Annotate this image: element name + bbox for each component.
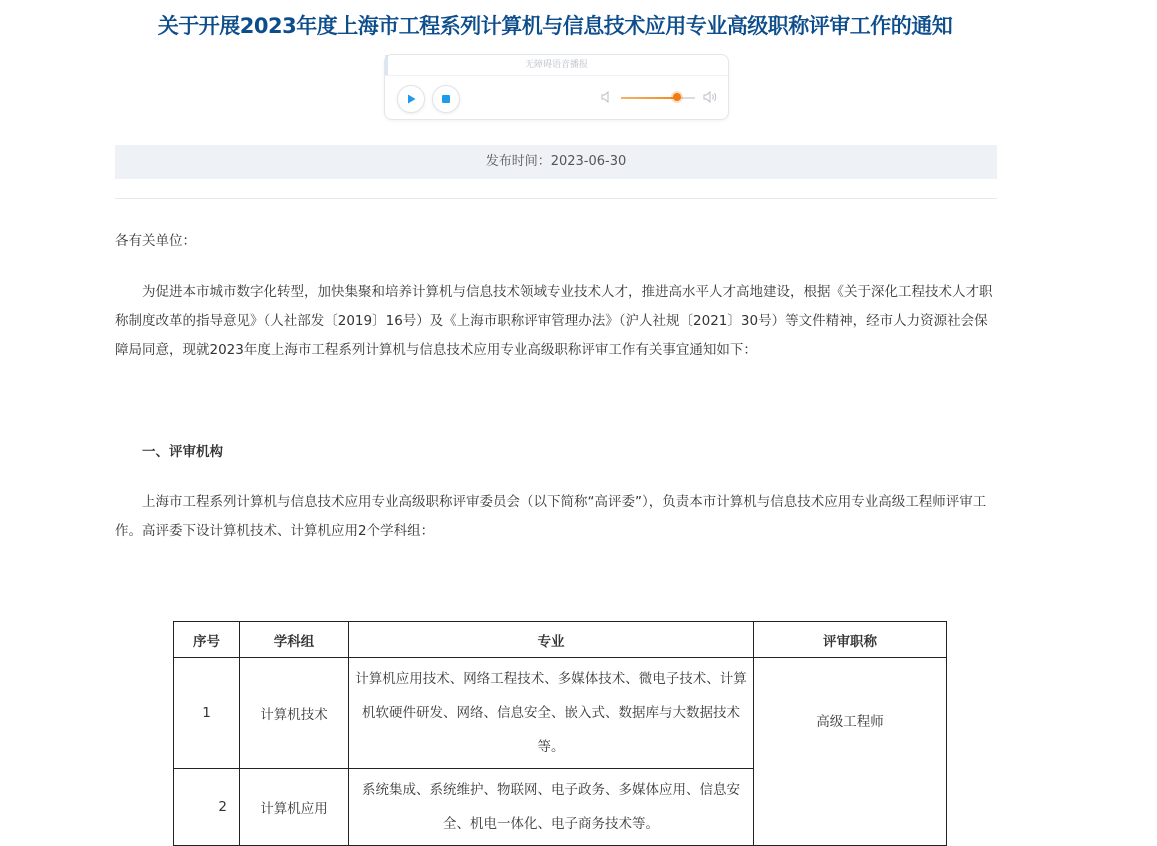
page-title: 关于开展2023年度上海市工程系列计算机与信息技术应用专业高级职称评审工作的通知 [157, 14, 953, 38]
table-header-row [174, 622, 947, 658]
body-paragraph: 上海市工程系列计算机与信息技术应用专业高级职称评审委员会（以下简称“高评委”），负责本市计算机与信息技术应用专业高级工程师评审工作。高评委下设计算机技术、计算机应用2个学科组： [115, 494, 987, 539]
header-no: 序号 [174, 622, 240, 658]
play-button[interactable] [397, 85, 425, 113]
title-cell: 高级工程师 [754, 658, 947, 846]
row-no: 2 [174, 769, 240, 846]
volume-knob[interactable] [673, 93, 681, 101]
row-majors: 系统集成、系统维护、物联网、电子政务、多媒体应用、信息安全、机电一体化、电子商务技术等。 [349, 769, 754, 846]
table-row [174, 658, 947, 769]
discipline-table [173, 621, 947, 846]
volume-fill [621, 97, 677, 99]
publish-label: 发布时间： [485, 154, 551, 169]
row-no: 1 [174, 658, 240, 769]
stop-button[interactable] [432, 85, 460, 113]
play-icon [405, 93, 417, 105]
publish-info-bar [115, 145, 997, 179]
publish-date: 2023-06-30 [550, 154, 627, 169]
row-group: 计算机应用 [240, 769, 349, 846]
salutation: 各有关单位： [115, 233, 196, 249]
player-caption-bar [385, 55, 728, 76]
divider [115, 198, 997, 199]
stop-icon [441, 94, 451, 104]
volume-high-icon[interactable] [703, 90, 718, 104]
volume-low-icon[interactable] [601, 91, 613, 103]
audio-player [384, 54, 729, 120]
player-caption: 无障碍语音播报 [524, 60, 588, 70]
progress-bar[interactable] [385, 55, 388, 75]
header-majors: 专业 [349, 622, 754, 658]
row-group: 计算机技术 [240, 658, 349, 769]
header-title: 评审职称 [754, 622, 947, 658]
section-heading: 一、评审机构 [142, 444, 223, 460]
row-majors: 计算机应用技术、网络工程技术、多媒体技术、微电子技术、计算机软硬件研发、网络、信息安全、嵌入式、数据库与大数据技术等。 [349, 658, 754, 769]
header-group: 学科组 [240, 622, 349, 658]
intro-paragraph: 为促进本市城市数字化转型，加快集聚和培养计算机与信息技术领域专业技术人才，推进高水平人才高地建设，根据《关于深化工程技术人才职称制度改革的指导意见》（人社部发〔2019〕16号）及《上海市职称评审管理办法》（沪人社规〔2021〕30号）等文件精神，经市人力资源社会保障局同意，现就2023年度上海市工程系列计算机与信息技术应用专业高级职称评审工作有关事宜通知如下： [115, 284, 993, 358]
volume-slider[interactable] [621, 97, 695, 99]
